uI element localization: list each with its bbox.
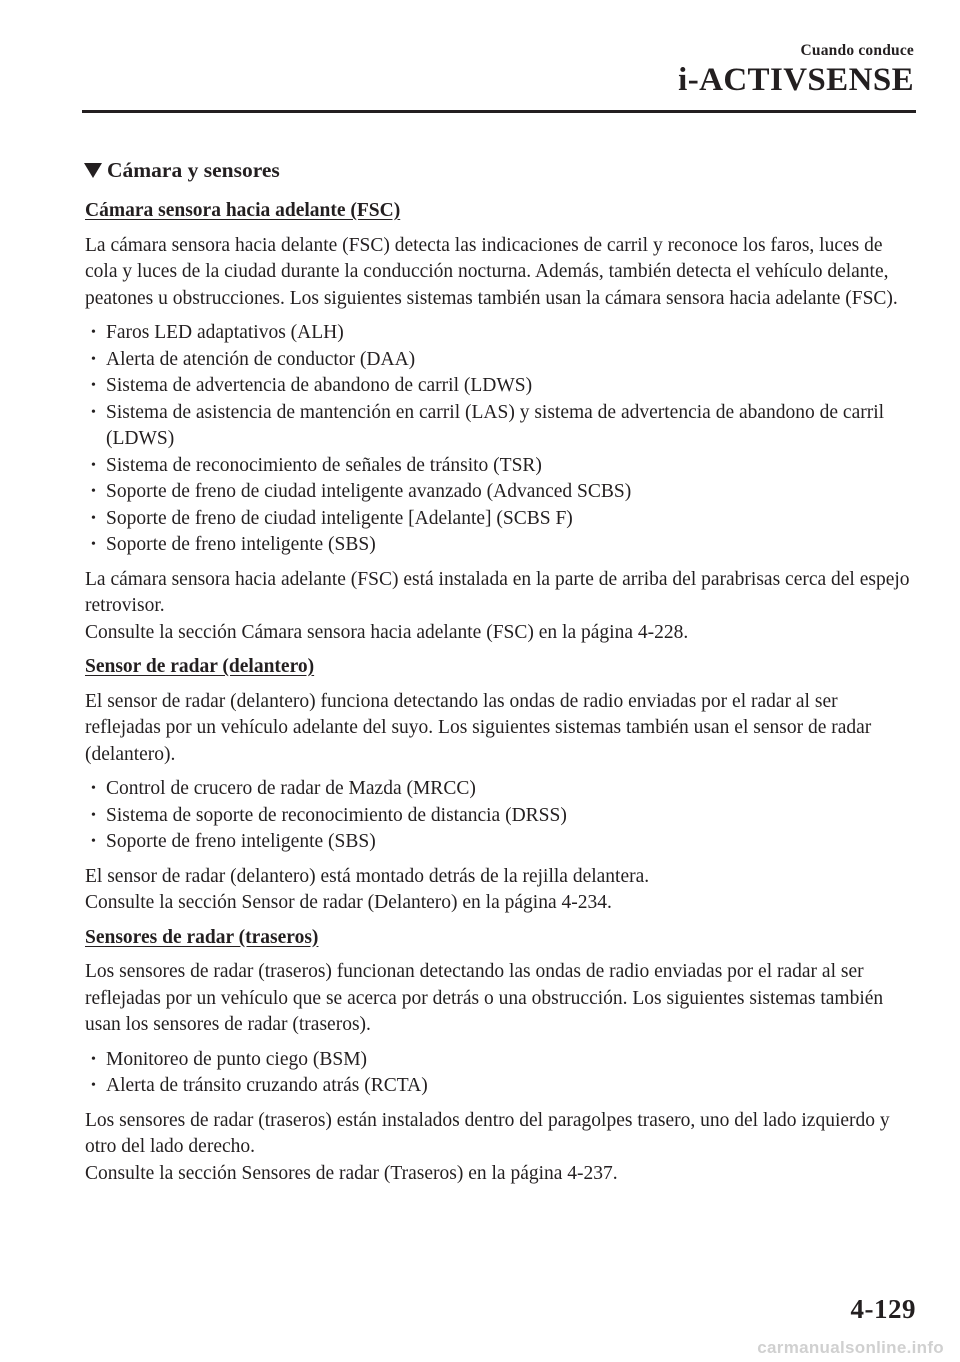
list-item: • Monitoreo de punto ciego (BSM) — [85, 1047, 915, 1074]
list-item: • Soporte de freno inteligente (SBS) — [85, 829, 915, 856]
radar-front-location: El sensor de radar (delantero) está montado detrás de la rejilla delantera. — [85, 865, 650, 887]
fsc-title: Cámara sensora hacia adelante (FSC) — [85, 200, 401, 221]
list-item: • Sistema de soporte de reconocimiento de distancia (DRSS) — [85, 803, 915, 830]
list-item: • Sistema de advertencia de abandono de carril (LDWS) — [85, 373, 915, 400]
fsc-intro: La cámara sensora hacia delante (FSC) detecta las indicaciones de carril y reconoce los faros, luces de cola y luces de la ciudad durante la conducción nocturna. Además, también detecta el vehículo delante, peatones u obstrucciones. Los siguientes sistemas también usan la cámara sensora hacia adelante (FSC). — [85, 234, 898, 309]
radar-front-location-group — [85, 864, 915, 917]
fsc-systems-list — [85, 320, 915, 559]
chapter-subtitle: Cuando conduce — [800, 42, 914, 59]
list-item: • Soporte de freno de ciudad inteligente [Adelante] (SCBS F) — [85, 506, 915, 533]
chapter-title: i-ACTIVSENSE — [678, 62, 914, 98]
page-header — [82, 40, 916, 116]
radar-front-intro: El sensor de radar (delantero) funciona detectando las ondas de radio enviadas por el radar al ser reflejadas por un vehículo adelante del suyo. Los siguientes sistemas también usan el sensor de radar (delantero). — [85, 690, 872, 765]
list-item: • Faros LED adaptativos (ALH) — [85, 320, 915, 347]
radar-front-reference: Consulte la sección Sensor de radar (Delantero) en la página 4-234. — [85, 892, 612, 913]
triangle-down-icon — [83, 161, 103, 179]
list-item: • Alerta de atención de conductor (DAA) — [85, 347, 915, 374]
fsc-location: La cámara sensora hacia adelante (FSC) está instalada en la parte de arriba del parabrisas cerca del espejo retrovisor. — [85, 568, 910, 616]
fsc-reference: Consulte la sección Cámara sensora hacia adelante (FSC) en la página 4-228. — [85, 621, 689, 643]
radar-rear-systems-list — [85, 1047, 915, 1100]
radar-front-systems-list — [85, 776, 915, 856]
list-item: • Sistema de asistencia de mantención en carril (LAS) y sistema de advertencia de abandono de carril (LDWS) — [85, 400, 915, 453]
page-number: 4-129 — [850, 1294, 916, 1324]
fsc-location-group — [85, 567, 915, 647]
radar-rear-location-group — [85, 1108, 915, 1188]
radar-rear-reference: Consulte la sección Sensores de radar (Traseros) en la página 4-237. — [85, 1162, 618, 1184]
radar-front-title: Sensor de radar (delantero) — [85, 656, 315, 677]
list-item: • Sistema de reconocimiento de señales de tránsito (TSR) — [85, 453, 915, 480]
radar-rear-title: Sensores de radar (traseros) — [85, 926, 319, 948]
section-heading — [83, 155, 915, 185]
header-divider — [82, 110, 916, 113]
section-heading-text: Cámara y sensores — [107, 158, 280, 182]
page-content — [85, 155, 915, 1195]
list-item: • Alerta de tránsito cruzando atrás (RCTA) — [85, 1073, 915, 1100]
list-item: • Control de crucero de radar de Mazda (MRCC) — [85, 776, 915, 803]
list-item: • Soporte de freno de ciudad inteligente avanzado (Advanced SCBS) — [85, 479, 915, 506]
radar-rear-location: Los sensores de radar (traseros) están instalados dentro del paragolpes trasero, uno del lado izquierdo y otro del lado derecho. — [85, 1109, 890, 1157]
list-item: • Soporte de freno inteligente (SBS) — [85, 532, 915, 559]
watermark: carmanualsonline.info — [757, 1338, 944, 1357]
radar-rear-intro: Los sensores de radar (traseros) funcionan detectando las ondas de radio enviadas por el radar al ser reflejadas por un vehículo que se acerca por detrás o una obstrucción. Los siguientes sistemas también usan los sensores de radar (traseros). — [85, 961, 884, 1035]
